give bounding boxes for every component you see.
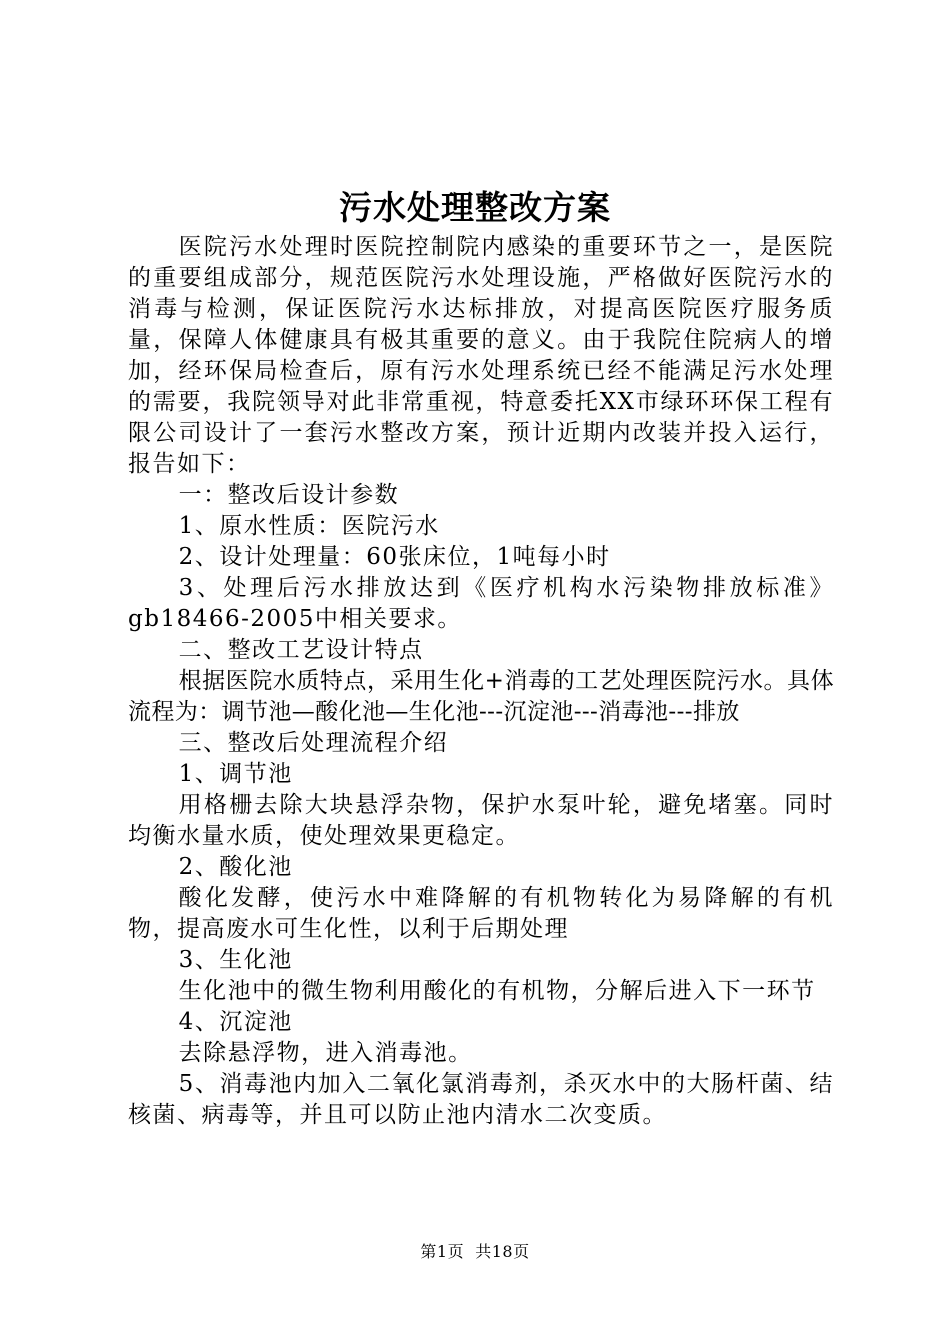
- subsection-paragraph: 生化池中的微生物利用酸化的有机物，分解后进入下一环节: [178, 978, 816, 1004]
- list-item: 1、原水性质：医院污水: [178, 513, 440, 539]
- list-item: 2、设计处理量：60张床位，1吨每小时: [178, 544, 611, 570]
- subsection-heading: 3、生化池: [178, 947, 293, 973]
- section-heading-3: 三、整改后处理流程介绍: [178, 730, 449, 756]
- subsection-heading: 2、酸化池: [178, 854, 293, 880]
- section-heading-1: 一：整改后设计参数: [178, 482, 400, 508]
- subsection-paragraph: 用格栅去除大块悬浮杂物，保护水泵叶轮，避免堵塞。同时均衡水量水质，使处理效果更稳定。: [128, 792, 834, 849]
- list-item: 3、处理后污水排放达到《医疗机构水污染物排放标准》gb18466-2005中相关要求。: [128, 575, 834, 632]
- document-body: [128, 232, 834, 1131]
- subsection-paragraph: 酸化发酵，使污水中难降解的有机物转化为易降解的有机物，提高废水可生化性，以利于后期处理: [128, 885, 834, 942]
- document-title: 污水处理整改方案: [339, 188, 611, 227]
- intro-paragraph: 医院污水处理时医院控制院内感染的重要环节之一，是医院的重要组成部分，规范医院污水处理设施，严格做好医院污水的消毒与检测，保证医院污水达标排放，对提高医院医疗服务质量，保障人体健康具有极其重要的意义。由于我院住院病人的增加，经环保局检查后，原有污水处理系统已经不能满足污水处理的需要，我院领导对此非常重视，特意委托XX市绿环环保工程有限公司设计了一套污水整改方案，预计近期内改装并投入运行，报告如下：: [128, 234, 834, 477]
- subsection-paragraph: 5、消毒池内加入二氧化氯消毒剂，杀灭水中的大肠杆菌、结核菌、病毒等，并且可以防止池内清水二次变质。: [128, 1071, 834, 1128]
- subsection-heading: 1、调节池: [178, 761, 293, 787]
- subsection-paragraph: 去除悬浮物，进入消毒池。: [178, 1040, 473, 1066]
- section-heading-2: 二、整改工艺设计特点: [178, 637, 424, 663]
- page-number: 第1页 共18页: [420, 1242, 530, 1261]
- page-footer: [0, 1241, 950, 1263]
- process-paragraph: 根据医院水质特点，采用生化+消毒的工艺处理医院污水。具体流程为：调节池—酸化池—生化池---沉淀池---消毒池---排放: [128, 668, 834, 725]
- subsection-heading: 4、沉淀池: [178, 1009, 293, 1035]
